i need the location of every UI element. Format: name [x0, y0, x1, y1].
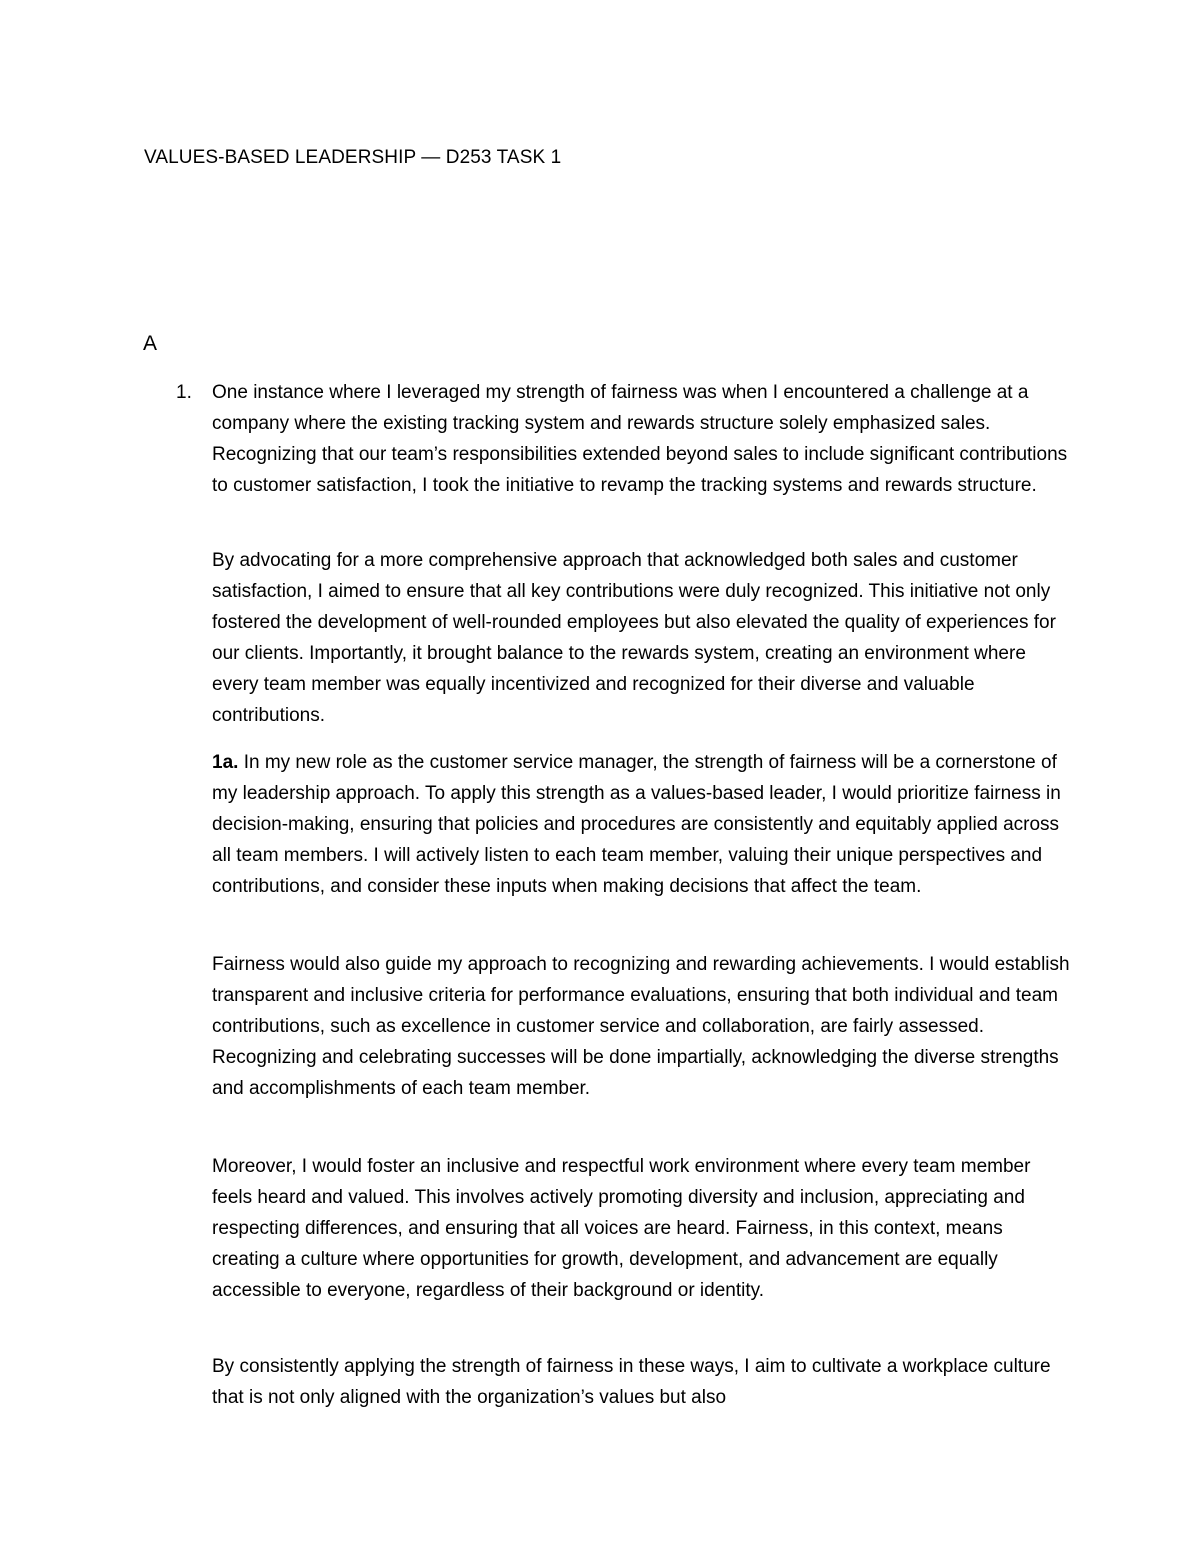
- list-number: 1.: [176, 382, 192, 403]
- document-title: VALUES-BASED LEADERSHIP — D253 TASK 1: [144, 147, 562, 168]
- paragraph-recognizing-achievements: Fairness would also guide my approach to recognizing and rewarding achievements. I would establish transparent and inclusive criteria for performance evaluations, ensuring that both individual and team contributions, such as excellence in customer service and collaboration, are fairly assessed. Recognizing and celebrating successes will be done impartially, acknowledging the diverse strengths and accomplishments of each team member.: [212, 954, 1070, 1099]
- paragraph-inclusive-environment: Moreover, I would foster an inclusive and respectful work environment where every team member feels heard and valued. This involves actively promoting diversity and inclusion, appreciating and respecting differences, and ensuring that all voices are heard. Fairness, in this context, means creating a culture where opportunities for growth, development, and advancement are equally accessible to everyone, regardless of their background or identity.: [212, 1156, 1031, 1301]
- paragraph-new-role: [212, 747, 1072, 902]
- paragraph-new-role-text: In my new role as the customer service manager, the strength of fairness will be a cornerstone of my leadership approach. To apply this strength as a values-based leader, I would prioritize fairness in decision-making, ensuring that policies and procedures are consistently and equitably applied across all team members. I will actively listen to each team member, valuing their unique perspectives and contributions, and consider these inputs when making decisions that affect the team.: [212, 752, 1061, 897]
- subsection-label: 1a.: [212, 752, 239, 773]
- paragraph-fairness-instance: One instance where I leveraged my strength of fairness was when I encountered a challenge at a company where the existing tracking system and rewards structure solely emphasized sales. Recognizing that our team’s responsibilities extended beyond sales to include significant contributions to customer satisfaction, I took the initiative to revamp the tracking systems and rewards structure.: [212, 382, 1068, 496]
- section-heading: A: [143, 332, 158, 355]
- paragraph-advocating: By advocating for a more comprehensive approach that acknowledged both sales and customer satisfaction, I aimed to ensure that all key contributions were duly recognized. This initiative not only fostered the development of well-rounded employees but also elevated the quality of experiences for our clients. Importantly, it brought balance to the rewards system, creating an environment where every team member was equally incentivized and recognized for their diverse and valuable contributions.: [212, 550, 1056, 726]
- paragraph-conclusion: By consistently applying the strength of fairness in these ways, I aim to cultivate a workplace culture that is not only aligned with the organization’s values but also: [212, 1356, 1051, 1408]
